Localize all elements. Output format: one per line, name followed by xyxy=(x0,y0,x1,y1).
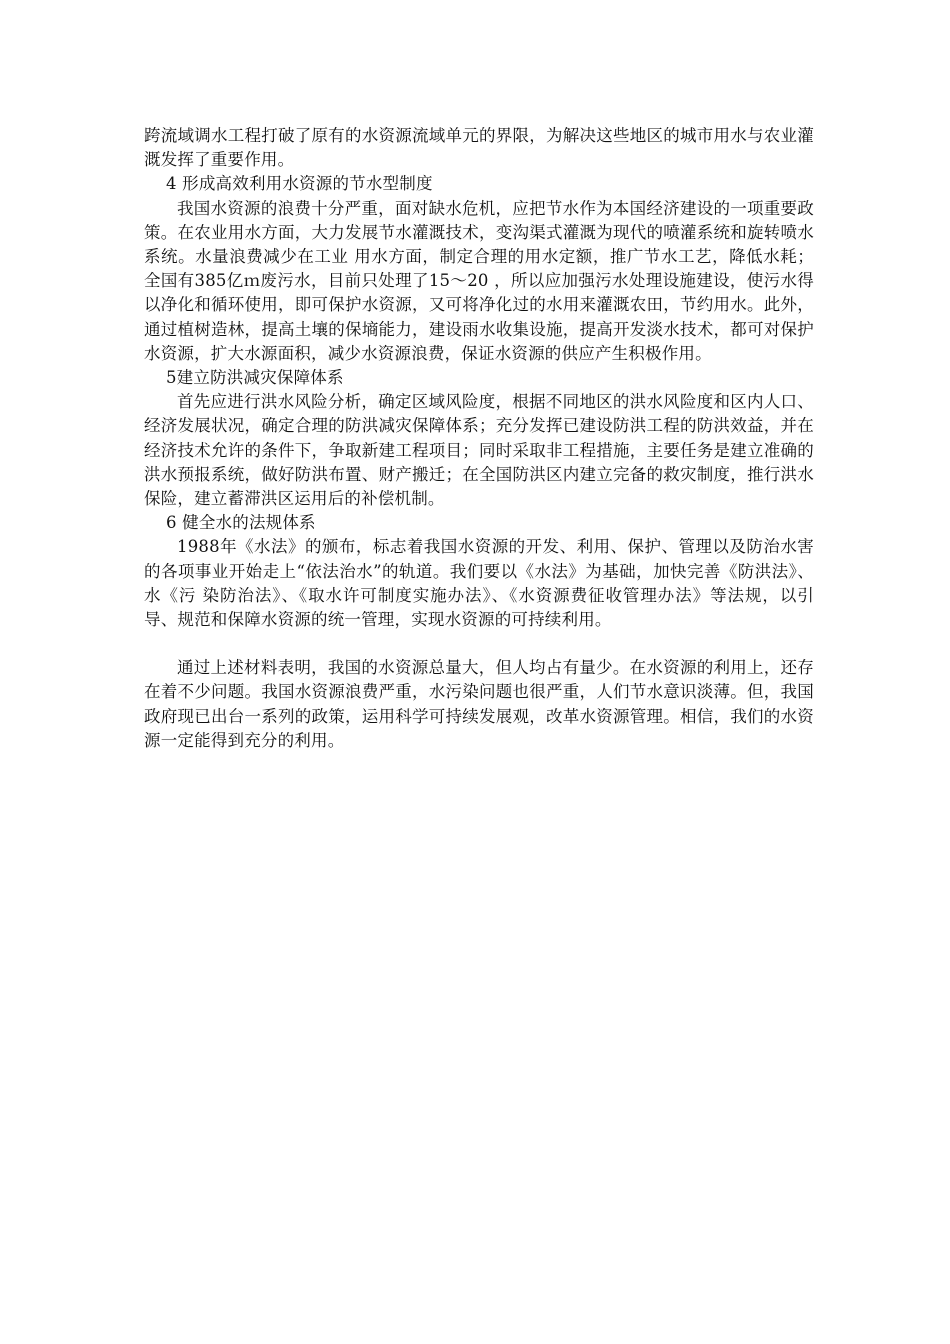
section-heading-6: 6 健全水的法规体系 xyxy=(166,513,316,533)
section-body-4: 我国水资源的浪费十分严重，面对缺水危机，应把节水作为本国经济建设的一项重要政策。在农业用水方面，大力发展节水灌溉技术，变沟渠式灌溉为现代的喷灌系统和旋转喷水系统。水量浪费减少在工业 用水方面，制定合理的用水定额，推广节水工艺，降低水耗；全国有385亿ｍ废污水，目前只处理了15～20 ，所以应加强污水处理设施建设，使污水得以净化和循环使用，即可保护水资源，又可将净化过的水用来灌溉农田，节约用水。此外，通过植树造林，提高土壤的保墒能力，建设雨水收集设施，提高开发淡水技术，都可对保护水资源，扩大水源面积，减少水资源浪费，保证水资源的供应产生积极作用。 xyxy=(144,198,814,363)
intro-continuation-paragraph: 跨流域调水工程打破了原有的水资源流域单元的界限，为解决这些地区的城市用水与农业灌溉发挥了重要作用。 xyxy=(144,126,814,170)
section-heading-5: 5建立防洪减灾保障体系 xyxy=(166,368,344,388)
paragraph-spacer xyxy=(144,632,814,656)
section-body-5: 首先应进行洪水风险分析，确定区域风险度，根据不同地区的洪水风险度和区内人口、经济发展状况，确定合理的防洪减灾保障体系；充分发挥已建设防洪工程的防洪效益，并在经济技术允许的条件下，争取新建工程项目；同时采取非工程措施，主要任务是建立准确的洪水预报系统，做好防洪布置、财产搬迁；在全国防洪区内建立完备的救灾制度，推行洪水保险，建立蓄滞洪区运用后的补偿机制。 xyxy=(144,392,814,509)
document-page xyxy=(144,124,814,753)
conclusion-paragraph: 通过上述材料表明，我国的水资源总量大，但人均占有量少。在水资源的利用上，还存在着不少问题。我国水资源浪费严重，水污染问题也很严重，人们节水意识淡薄。但，我国政府现已出台一系列的政策，运用科学可持续发展观，改革水资源管理。相信，我们的水资源一定能得到充分的利用。 xyxy=(144,658,814,750)
section-heading-4: 4 形成高效利用水资源的节水型制度 xyxy=(166,174,433,194)
section-body-6: 1988年《水法》的颁布，标志着我国水资源的开发、利用、保护、管理以及防治水害的各项事业开始走上“依法治水”的轨道。我们要以《水法》为基础，加快完善《防洪法》、水《污 染防治法》、《取水许可制度实施办法》、《水资源费征收管理办法》等法规，以引导、规范和保障水资源的统一管理，实现水资源的可持续利用。 xyxy=(144,537,814,630)
